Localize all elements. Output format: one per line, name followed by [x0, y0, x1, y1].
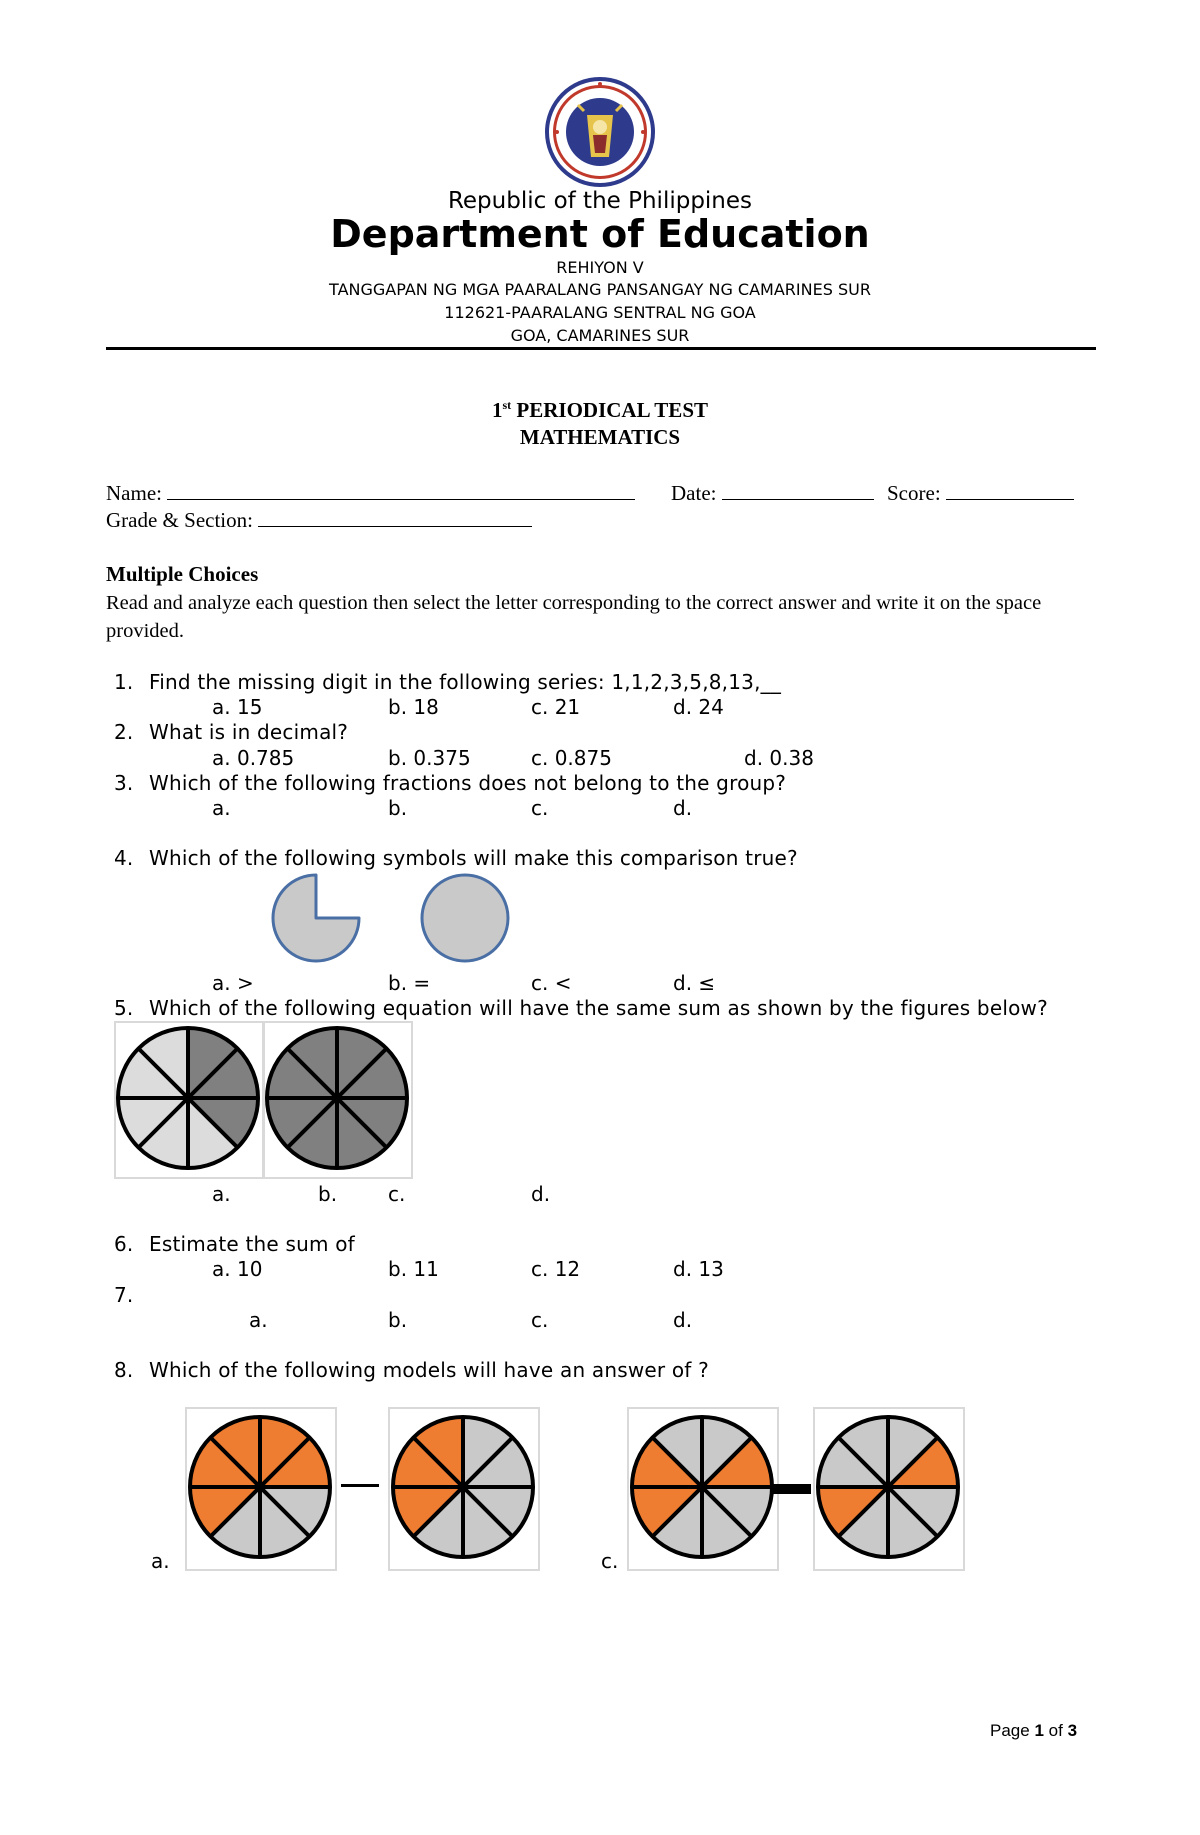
question-text: What is in decimal? [149, 720, 349, 744]
q4-figure-full-circle [419, 872, 511, 964]
header-divider [106, 347, 1096, 350]
question-8 [114, 1358, 709, 1382]
address-text: GOA, CAMARINES SUR [510, 326, 690, 345]
q8-model-c-pie-2 [815, 1414, 961, 1560]
q2-option-c[interactable]: c. 0.875 [531, 746, 612, 770]
q3-option-c[interactable]: c. [531, 796, 549, 820]
subject-title: MATHEMATICS [519, 425, 681, 449]
q4-option-c[interactable]: c. < [531, 971, 572, 995]
q8-model-a-pie-1 [187, 1414, 333, 1560]
question-text: Find the missing digit in the following series: 1,1,2,3,5,8,13,__ [149, 670, 782, 694]
q2-option-d[interactable]: d. 0.38 [744, 746, 814, 770]
q8-option-c[interactable]: c. [601, 1549, 619, 1573]
question-6 [114, 1232, 355, 1256]
q4-figure-three-quarter-circle [270, 872, 362, 964]
question-3 [114, 771, 787, 795]
question-text: Which of the following models will have an answer of ? [149, 1358, 709, 1382]
test-title [0, 398, 1200, 423]
q7-option-c[interactable]: c. [531, 1308, 549, 1332]
question-number: 2. [114, 720, 134, 744]
q4-option-a[interactable]: a. > [212, 971, 254, 995]
name-field[interactable] [106, 481, 635, 506]
q8-model-a-minus-sign [341, 1484, 379, 1487]
q6-option-d[interactable]: d. 13 [673, 1257, 724, 1281]
q6-option-c[interactable]: c. 12 [531, 1257, 581, 1281]
q5-option-c[interactable]: c. [388, 1182, 406, 1206]
q4-option-d[interactable]: d. ≤ [673, 971, 716, 995]
question-text: Which of the following fractions does not belong to the group? [149, 771, 787, 795]
school-text: 112621-PAARALANG SENTRAL NG GOA [444, 303, 756, 322]
q8-option-a[interactable]: a. [151, 1549, 170, 1573]
name-label: Name: [106, 481, 162, 505]
q4-option-b[interactable]: b. = [388, 971, 431, 995]
page-footer [990, 1721, 1077, 1741]
q7-option-b[interactable]: b. [388, 1308, 408, 1332]
question-7 [114, 1283, 133, 1307]
q5-pie-left [115, 1025, 261, 1171]
grade-section-blank[interactable] [258, 508, 532, 527]
deped-seal [543, 75, 657, 189]
question-text: Which of the following symbols will make this comparison true? [149, 846, 798, 870]
q5-option-d[interactable]: d. [531, 1182, 551, 1206]
instructions-heading: Multiple Choices [106, 562, 259, 586]
question-text: Which of the following equation will have the same sum as shown by the figures below? [149, 996, 1048, 1020]
q3-option-a[interactable]: a. [212, 796, 231, 820]
question-number: 7. [114, 1283, 134, 1307]
test-title-text: PERIODICAL TEST [511, 398, 709, 422]
score-label: Score: [887, 481, 941, 505]
name-blank[interactable] [167, 481, 635, 500]
score-field[interactable] [887, 481, 1074, 506]
question-number: 1. [114, 670, 134, 694]
question-number: 3. [114, 771, 134, 795]
question-number: 6. [114, 1232, 134, 1256]
q8-model-a-pie-2 [390, 1414, 536, 1560]
date-label: Date: [671, 481, 717, 505]
question-4 [114, 846, 798, 870]
q6-option-b[interactable]: b. 11 [388, 1257, 439, 1281]
q3-option-d[interactable]: d. [673, 796, 693, 820]
q3-option-b[interactable]: b. [388, 796, 408, 820]
q1-option-b[interactable]: b. 18 [388, 695, 439, 719]
question-number: 8. [114, 1358, 134, 1382]
page-total: 3 [1067, 1721, 1078, 1740]
test-ordinal-suffix: st [502, 398, 512, 412]
question-text: Estimate the sum of [149, 1232, 355, 1256]
of-word: of [1048, 1721, 1063, 1740]
q1-option-d[interactable]: d. 24 [673, 695, 724, 719]
division-text: TANGGAPAN NG MGA PAARALANG PANSANGAY NG CAMARINES SUR [329, 280, 871, 299]
q1-option-a[interactable]: a. 15 [212, 695, 263, 719]
date-field[interactable] [671, 481, 874, 506]
region-text: REHIYON V [556, 258, 644, 277]
question-2 [114, 720, 349, 744]
q1-option-c[interactable]: c. 21 [531, 695, 581, 719]
q5-option-b[interactable]: b. [318, 1182, 338, 1206]
question-1 [114, 670, 782, 694]
grade-section-label: Grade & Section: [106, 508, 253, 532]
department-title: Department of Education [330, 212, 870, 256]
q7-option-a[interactable]: a. [249, 1308, 268, 1332]
question-5 [114, 996, 1048, 1020]
q7-option-d[interactable]: d. [673, 1308, 693, 1332]
q8-model-c-pie-1 [629, 1414, 775, 1560]
grade-section-field[interactable] [106, 508, 532, 533]
q6-option-a[interactable]: a. 10 [212, 1257, 263, 1281]
score-blank[interactable] [946, 481, 1074, 500]
question-number: 5. [114, 996, 134, 1020]
instructions-text: Read and analyze each question then select the letter corresponding to the correct answer and write it on the space provided. [106, 592, 1042, 642]
date-blank[interactable] [722, 481, 874, 500]
q5-option-a[interactable]: a. [212, 1182, 231, 1206]
page-word: Page [990, 1721, 1030, 1740]
page-number: 1 [1034, 1721, 1044, 1740]
question-number: 4. [114, 846, 134, 870]
test-ordinal: 1 [491, 398, 503, 422]
q8-model-c-minus-sign [771, 1484, 811, 1494]
q5-pie-right [264, 1025, 410, 1171]
country-text: Republic of the Philippines [447, 188, 753, 214]
q2-option-a[interactable]: a. 0.785 [212, 746, 295, 770]
q2-option-b[interactable]: b. 0.375 [388, 746, 471, 770]
